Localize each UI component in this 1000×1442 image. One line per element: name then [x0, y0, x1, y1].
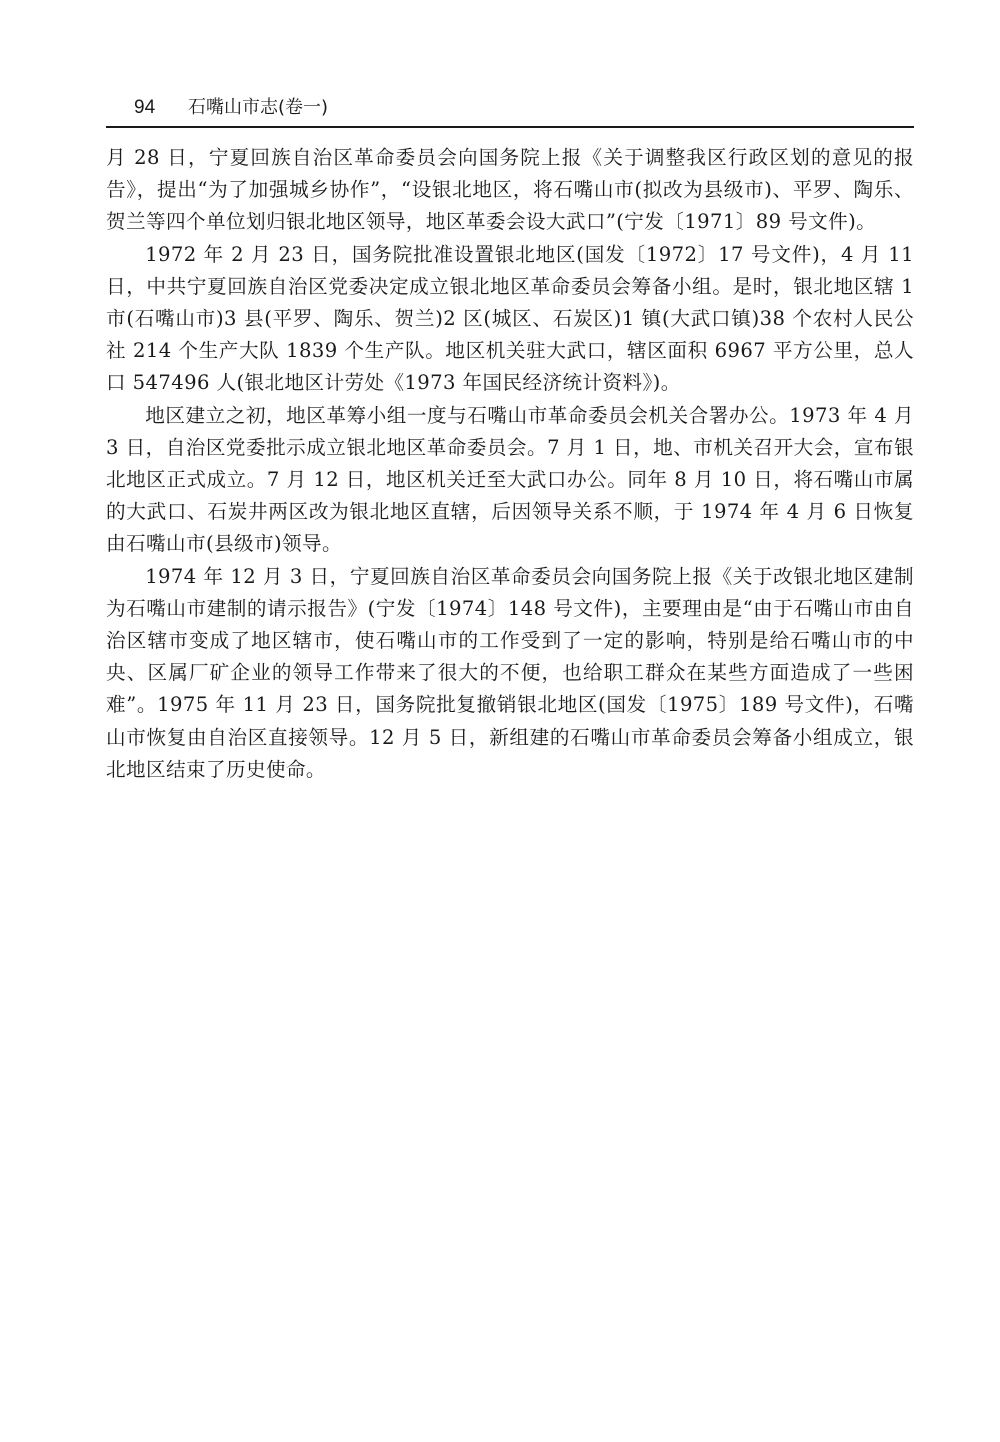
paragraph-1974: 1974 年 12 月 3 日，宁夏回族自治区革命委员会向国务院上报《关于改银北地区建制为石嘴山市建制的请示报告》(宁发〔1974〕148 号文件)，主要理由是“由于石嘴山市由自治区辖市变成了地区辖市，使石嘴山市的工作受到了一定的影响，特别是给石嘴山市的中央、区属厂矿企业的领导工作带来了很大的不便，也给职工群众在某些方面造成了一些困难”。1975 年 11 月 23 日，国务院批复撤销银北地区(国发〔1975〕189 号文件)，石嘴山市恢复由自治区直接领导。12 月 5 日，新组建的石嘴山市革命委员会筹备小组成立，银北地区结束了历史使命。 — [106, 564, 914, 781]
body-text — [106, 142, 914, 786]
paragraph-region-founding: 地区建立之初，地区革筹小组一度与石嘴山市革命委员会机关合署办公。1973 年 4 月 3 日，自治区党委批示成立银北地区革命委员会。7 月 1 日，地、市机关召开大会，宣布银北地区正式成立。7 月 12 日，地区机关迁至大武口办公。同年 8 月 10 日，将石嘴山市属的大武口、石炭井两区改为银北地区直辖，后因领导关系不顺，于 1974 年 4 月 6 日恢复由石嘴山市(县级市)领导。 — [106, 403, 914, 556]
paragraph-continued: 月 28 日，宁夏回族自治区革命委员会向国务院上报《关于调整我区行政区划的意见的报告》，提出“为了加强城乡协作”，“设银北地区，将石嘴山市(拟改为县级市)、平罗、陶乐、贺兰等四个单位划归银北地区领导，地区革委会设大武口”(宁发〔1971〕89 号文件)。 — [106, 146, 914, 234]
page-header — [106, 92, 914, 128]
paragraph-1972: 1972 年 2 月 23 日，国务院批准设置银北地区(国发〔1972〕17 号文件)，4 月 11 日，中共宁夏回族自治区党委决定成立银北地区革命委员会筹备小组。是时，银北地区辖 1 市(石嘴山市)3 县(平罗、陶乐、贺兰)2 区(城区、石炭区)1 镇(大武口镇)38 个农村人民公社 214 个生产大队 1839 个生产队。地区机关驻大武口，辖区面积 6967 平方公里，总人口 547496 人(银北地区计劳处《1973 年国民经济统计资料》)。 — [106, 242, 914, 395]
book-title: 石嘴山市志(卷一) — [188, 97, 329, 118]
page-number: 94 — [134, 97, 156, 118]
